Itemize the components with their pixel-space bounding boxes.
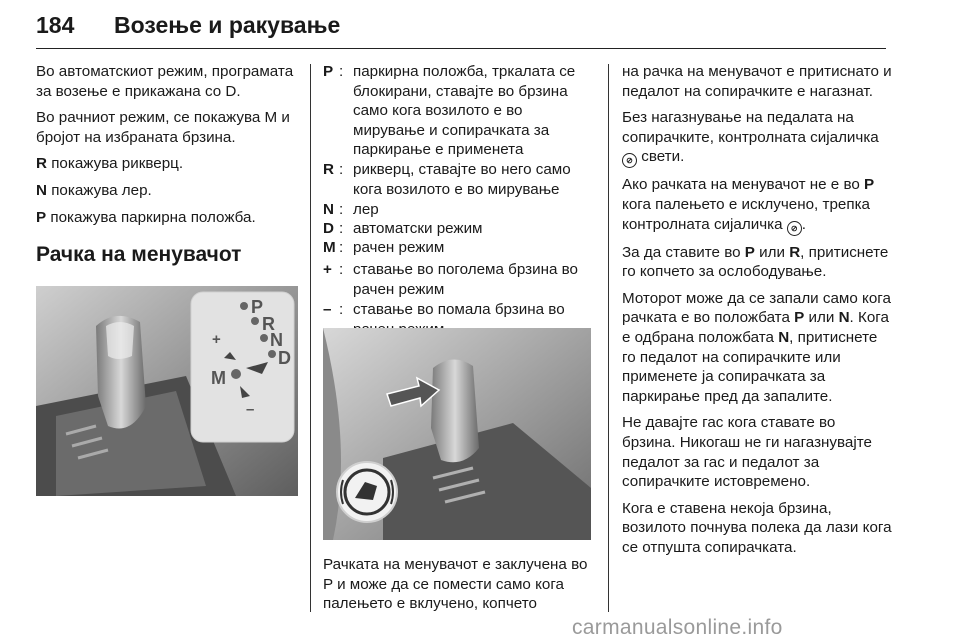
chapter-title: Возење и ракување [114,12,341,38]
image-caption: Рачката на менувачот е заклучена во P и може да се помести само кога палењето е вклучено, копчето [323,556,588,613]
page-number: 184 [36,12,75,38]
legend-row-p: P : паркирна положба, тркалата се блокирани, ставајте во брзина само кога возилото е во мирување и сопирачката за паркирање е применета [323,63,576,159]
paragraph-engine-start: Моторот може да се запали само кога рачката е во положбата P или N. Кога е одбрана положбата N, притиснете го педалот на сопирачките или применете ја сопирачката за паркирање пред да запалите. [622,289,891,405]
paragraph-park: P покажува паркирна положба. [36,208,256,226]
legend-row-n: N : лер [323,201,379,218]
shift-label-minus: – [246,401,255,418]
paragraph-release-press: За да ставите во P или R, притиснете го копчето за ослободување. [622,243,889,281]
paragraph-flashing-lamp: Ако рачката на менувачот не е во P кога палењето е исклучено, трепка контролната сијаличка ⊘ . [622,175,892,235]
paragraph-neutral: N покажува лер. [36,181,152,199]
column-divider-2 [608,64,609,612]
paragraph-reverse: R покажува рикверц. [36,155,184,173]
paragraph-creep: Кога е ставена некоја брзина, возилото почнува полека да лази кога се отпушта сопирачката. [622,499,892,556]
legend-row-r: R : рикверц, ставајте во него само кога возилото е во мирување [323,161,571,198]
column-divider-1 [310,64,311,612]
shift-label-d: D [278,348,291,368]
paragraph-auto-mode: Во автоматскиот режим, програмата за возење е прикажана со D. [36,63,294,100]
legend-row-minus: – : ставање во помала брзина во [323,301,565,318]
brake-lamp-icon: ⊘ [622,153,637,168]
shift-label-r: R [262,314,275,334]
legend-row-d: D : автоматски режим [323,220,483,237]
page-header [36,8,886,49]
column-3 [622,62,892,564]
brake-lamp-icon: ⊘ [787,221,802,236]
watermark: carmanualsonline.info [572,616,783,639]
column-1 [36,62,301,267]
gear-lever-lock-illustration [323,328,591,540]
paragraph-no-throttle: Не давајте гас кога ставате во брзина. Никогаш не ги нагазнувајте педалот за гас и педалот за сопирачките истовремено. [622,414,872,491]
paragraph-manual-mode: Во рачниот режим, се покажува M и бројот на избраната брзина. [36,109,290,146]
legend-row-m: M : рачен режим [323,239,445,256]
paragraph-brake-lamp: Без нагазнување на педалата на сопирачките, контролната сијаличка ⊘ свети. [622,108,892,168]
paragraph-release-button: на рачка на менувачот е притиснато и педалот на сопирачките е нагазнат. [622,63,892,100]
shift-label-plus: + [212,331,221,348]
shift-label-m: M [211,368,226,388]
section-heading: Рачка на менувачот [36,243,242,267]
column-2 [323,62,595,340]
shift-label-n: N [270,330,283,350]
shift-label-p: P [251,297,264,317]
gear-lever-illustration [36,286,298,496]
legend-row-plus: + : ставање во поголема брзина во рачен режим [323,261,578,298]
